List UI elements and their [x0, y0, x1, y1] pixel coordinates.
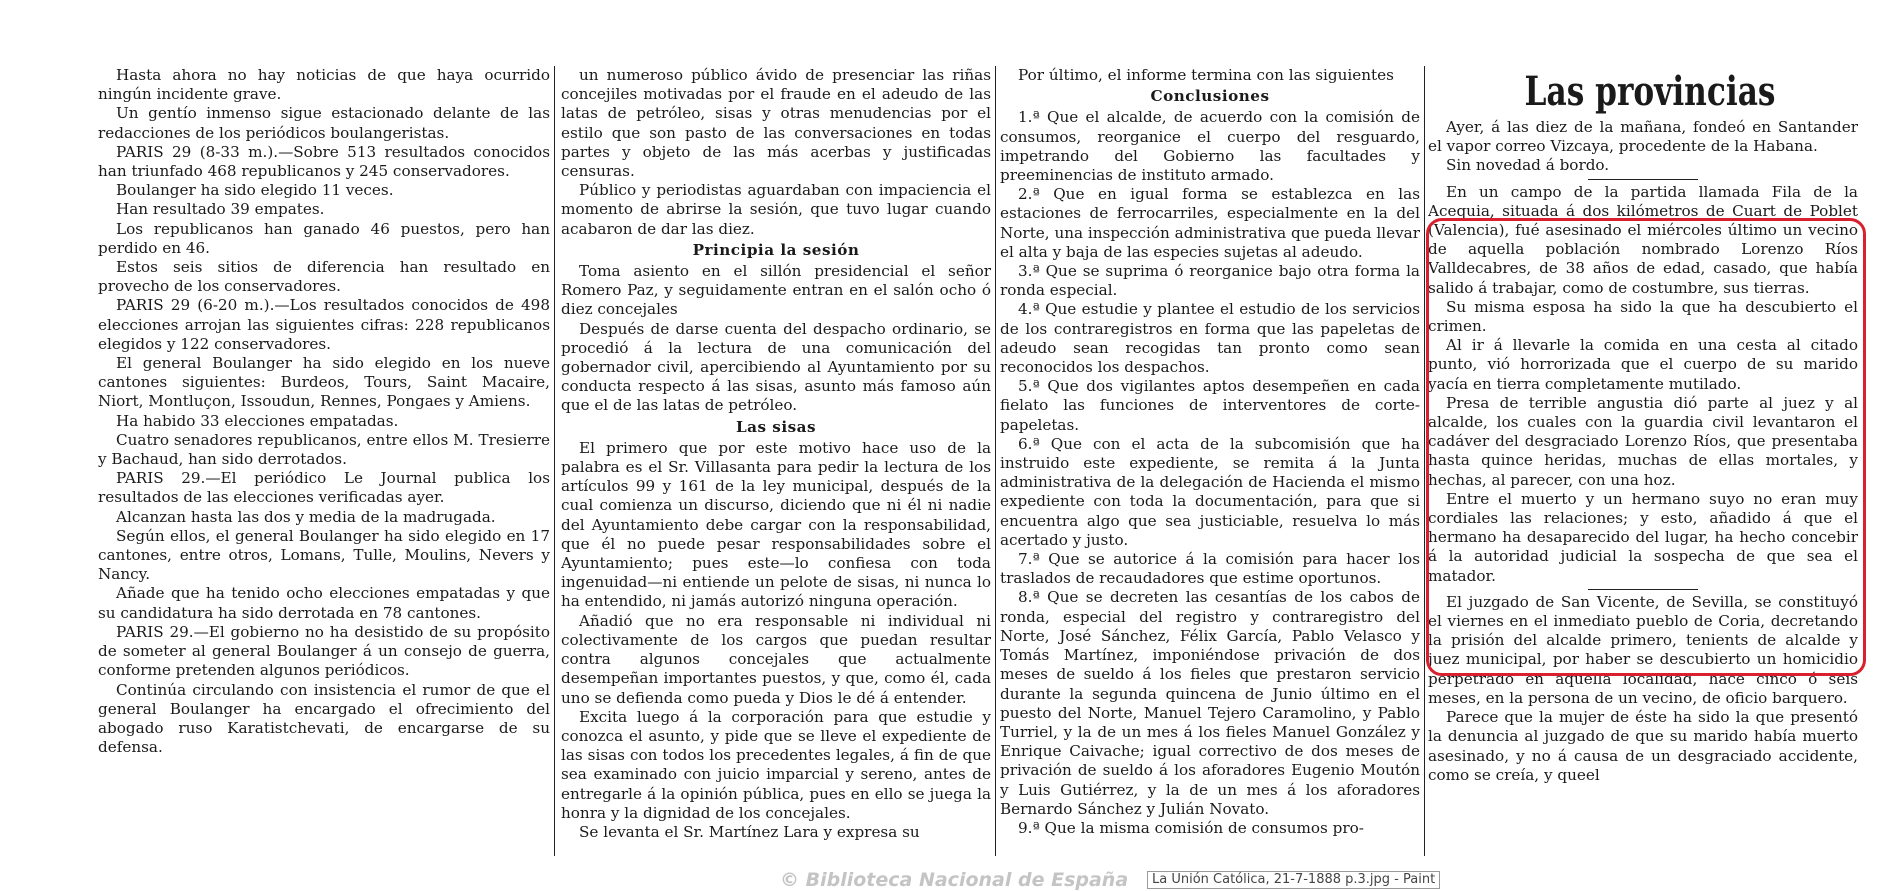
taskbar-tooltip[interactable]: La Unión Católica, 21-7-1888 p.3.jpg - Paint [1147, 871, 1440, 889]
highlighted-paragraph: Al ir á llevarle la comida en una cesta al citado punto, vió horrorizada que el cuerpo de su marido yacía en tierra completamente mutilado. [1428, 336, 1858, 393]
highlighted-paragraph: Presa de terrible angustia dió parte al juez y al alcalde, los cuales con la guardia civil levantaron el cadáver del desgraciado Lorenzo Ríos, que presentaba hasta quince heridas, muchas de ellas mortales, y hechas, al parecer, con una hoz. [1428, 393, 1858, 489]
news-paragraph: Ayer, á las diez de la mañana, fondeó en Santander el vapor correo Vizcaya, procedente de la Habana. [1428, 118, 1858, 156]
news-paragraph: Un gentío inmenso sigue estacionado delante de las redacciones de los periódicos boulangeristas. [98, 104, 550, 142]
news-paragraph: Ha habido 33 elecciones empatadas. [116, 411, 399, 430]
news-paragraph: Continúa circulando con insistencia el rumor de que el general Boulanger ha encargado el ofrecimiento del abogado ruso Karatistchevati, de encargarse de su defensa. [98, 680, 550, 757]
news-paragraph: Según ellos, el general Boulanger ha sido elegido en 17 cantones, entre otros, Lomans, Tulle, Moulins, Nevers y Nancy. [98, 526, 550, 584]
library-watermark: © Biblioteca Nacional de España [780, 869, 1129, 891]
conclusion-item: 1.ª Que el alcalde, de acuerdo con la comisión de consumos, reorganice el cuerpo del resguardo, impetrando del Gobierno las facultades y preeminencias de instituto armado. [1000, 108, 1420, 185]
conclusion-item: 4.ª Que estudie y plantee el estudio de los servicios de los contraregistros en forma que las papeletas de adeudo sean recogidas tan pronto como sean reconocidos los despachos. [1000, 300, 1420, 377]
news-paragraph: Estos seis sitios de diferencia han resultado en provecho de los conservadores. [98, 258, 550, 296]
conclusion-item: 3.ª Que se suprima ó reorganice bajo otra forma la ronda especial. [1000, 262, 1420, 300]
news-paragraph: Los republicanos han ganado 46 puestos, pero han perdido en 46. [98, 219, 550, 257]
column-conclusions [1000, 66, 1420, 856]
conclusion-item: 7.ª Que se autorice á la comisión para hacer los traslados de recaudadores que estime oportunos. [1000, 550, 1420, 588]
red-highlight-box [1426, 218, 1866, 676]
highlighted-paragraph: Entre el muerto y un hermano suyo no eran muy cordiales las relaciones; y esto, añadido á que el hermano ha desaparecido del lugar, ha hecho concebir á la autoridad judicial la sospecha de que sea el matador. [1428, 489, 1858, 585]
section-title: Las provincias [1524, 68, 1776, 115]
news-paragraph: Excita luego á la corporación para que estudie y conozca el asunto, y pide que se lleve el expediente de las sisas con todos los precedentes legales, á fin de que sea examinado con juicio imparcial y sereno, antes de entregarle á la opinión pública, pues en ello se juega la honra y la dignidad de los concejales. [561, 707, 991, 822]
section-heading: Conclusiones [1150, 87, 1270, 106]
news-paragraph: Sin novedad á bordo. [1446, 156, 1610, 175]
section-heading: Las sisas [735, 417, 817, 436]
news-paragraph: Hasta ahora no hay noticias de que haya ocurrido ningún incidente grave. [98, 66, 550, 104]
column-rule [554, 66, 555, 856]
news-paragraph: PARIS 29.—El periódico Le Journal publica los resultados de las elecciones verificadas ayer. [98, 469, 550, 507]
conclusion-item: 2.ª Que en igual forma se establezca en las estaciones de ferrocarriles, especialmente en la del Norte, una inspección administrativa que pueda llevar el alta y baja de las especies sujetas al adeudo. [1000, 185, 1420, 261]
news-paragraph: El juzgado de San Vicente, de Sevilla, se constituyó el viernes en el inmediato pueblo de Coria, decretando la prisión del alcalde primero, tenients de alcalde y juez municipal, por haber se descubierto un homicidio perpetrado en aquella localidad, hace cinco ó seis meses, en la persona de un vecino, de oficio barquero. [1428, 592, 1858, 707]
conclusion-item: 6.ª Que con el acta de la subcomisión que ha instruido este expediente, se remita á la Junta administrativa de la delegación de Hacienda el mismo expediente con toda la documentación, para que si encuentra algo que sea justiciable, resuelva lo más acertado y justo. [1000, 434, 1420, 549]
article-separator [1588, 179, 1698, 180]
conclusion-item: 9.ª Que la misma comisión de consumos pro- [1018, 818, 1364, 837]
footer [0, 869, 1877, 891]
highlighted-paragraph: Su misma esposa ha sido la que ha descubierto el crimen. [1428, 297, 1858, 336]
news-paragraph: Boulanger ha sido elegido 11 veces. [116, 181, 394, 200]
news-paragraph: Por último, el informe termina con las siguientes [1018, 66, 1394, 84]
news-paragraph: Añadió que no era responsable ni individual ni colectivamente de los cargos que puedan resultar contra algunos concejales que actualmente desempeñan importantes puestos, y que, como él, cada uno se defienda como pueda y Dios le dé á entender. [561, 611, 991, 707]
news-paragraph: Se levanta el Sr. Martínez Lara y expresa su [579, 822, 920, 841]
conclusion-item: 5.ª Que dos vigilantes aptos desempeñen en cada fielato las funciones de interventores de corte-papeletas. [1000, 377, 1420, 434]
news-paragraph: Parece que la mujer de éste ha sido la que presentó la denuncia al juzgado de que su marido había muerto asesinado, y no á causa de un desgraciado accidente, como se creía, y queel [1428, 708, 1858, 784]
conclusion-item: 8.ª Que se decreten las cesantías de los cabos de ronda, especial del registro y contraregistro del Norte, José Sánchez, Félix García, Pablo Velasco y Tomás Martínez, imponiéndose privación de dos meses de sueldo á los fieles que prestaron servicio durante la segunda quincena de Junio último en el puesto del Norte, Manuel Tejero Caramolino, y Pablo Turriel, y la de un mes á los fieles Manuel González y Enrique Caivache; igual correctivo de dos meses de privación de sueldo á los aforadores Eugenio Moutón y Luis Gutiérrez, y la de un mes á los aforadores Bernardo Sánchez y Julián Novato. [1000, 588, 1420, 818]
column-rule [995, 66, 996, 856]
news-paragraph: El general Boulanger ha sido elegido en los nueve cantones siguientes: Burdeos, Tours, Saint Macaire, Niort, Montluçon, Issoudun, Rennes, Pongaes y Amiens. [98, 354, 550, 411]
news-paragraph: Añade que ha tenido ocho elecciones empatadas y que su candidatura ha sido derrotada en 78 cantones. [98, 584, 550, 622]
news-paragraph: PARIS 29 (6-20 m.).—Los resultados conocidos de 498 elecciones arrojan las siguientes cifras: 228 republicanos elegidos y 122 conservadores. [98, 296, 550, 353]
section-heading: Principia la sesión [692, 240, 860, 259]
news-paragraph: El primero que por este motivo hace uso de la palabra es el Sr. Villasanta para pedir la lectura de los artículos 99 y 161 de la ley municipal, después de la cual comienza un discurso, diciendo que ni él ni nadie del Ayuntamiento debe cargar con la responsabilidad, que él no puede pesar responsabilidades sobre el Ayuntamiento; pues este—lo confiesa con toda ingenuidad—ni entiende un pelote de sisas, ni nunca lo ha entendido, ni jamás autorizó ninguna operación. [561, 438, 991, 611]
news-paragraph: Toma asiento en el sillón presidencial el señor Romero Paz, y seguidamente entran en el salón ocho ó diez concejales [561, 262, 991, 319]
news-paragraph: Alcanzan hasta las dos y media de la madrugada. [116, 507, 496, 526]
news-paragraph: Han resultado 39 empates. [116, 200, 325, 219]
news-paragraph: PARIS 29 (8-33 m.).—Sobre 513 resultados conocidos han triunfado 468 republicanos y 245 conservadores. [98, 142, 550, 181]
column-rule [1424, 66, 1425, 856]
highlighted-paragraph: En un campo de la partida llamada Fila de la Acequia, situada á dos kilómetros de Cuart de Poblet (Valencia), fué asesinado el miércoles último un vecino de aquella población nombrado Lorenzo Ríos Valldecabres, de 38 años de edad, casado, que había salido á trabajar, como de costumbre, sus tierras. [1428, 182, 1858, 297]
news-paragraph: Público y periodistas aguardaban con impaciencia el momento de abrirse la sesión, que tuvo lugar cuando acabaron de dar las diez. [561, 181, 991, 238]
column-telegrams [98, 66, 550, 856]
news-paragraph: un numeroso público ávido de presenciar las riñas concejiles motivadas por el fraude en el adeudo de las latas de petróleo, sisas y otras menudencias por el estilo que son pasto de las conversaciones en todas partes y objeto de las más acerbas y justificadas censuras. [561, 66, 991, 181]
column-session [561, 66, 991, 856]
news-paragraph: Cuatro senadores republicanos, entre ellos M. Tresierre y Bachaud, han sido derrotados. [98, 430, 550, 469]
news-paragraph: Después de darse cuenta del despacho ordinario, se procedió á la lectura de una comunicación del gobernador civil, apercibiendo al Ayuntamiento por su conducta respecto á las sisas, asunto más famoso aún que el de las latas de petróleo. [561, 319, 991, 415]
news-paragraph: PARIS 29.—El gobierno no ha desistido de su propósito de someter al general Boulanger á un consejo de guerra, conforme pretenden algunos periódicos. [98, 622, 550, 680]
